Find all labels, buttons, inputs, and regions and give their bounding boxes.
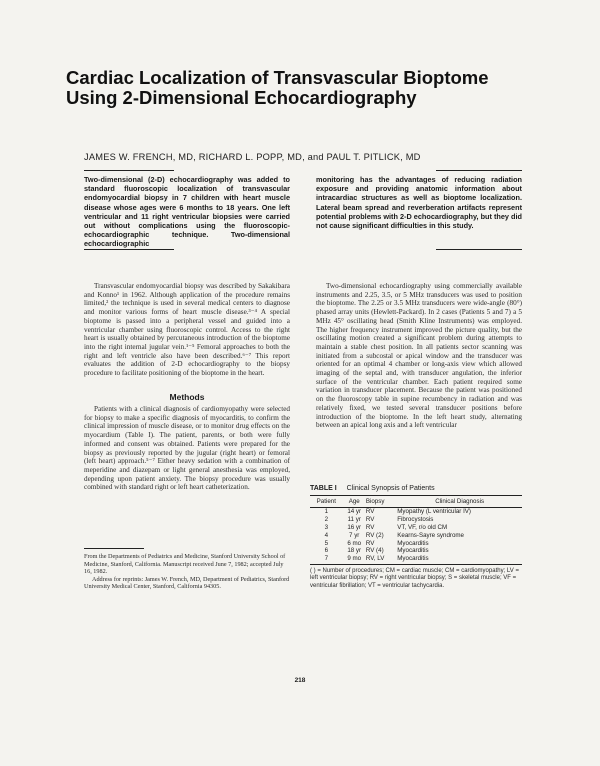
abstract-left-column: Two-dimensional (2-D) echocardiography was added to standard fluoroscopic localization of transvascular endomyocardial biopsy in 7 children with heart muscle disease whose ages were 6 months to 18 years. One left ventricular and 11 right ventricular biopsies were carried out without complications using the fluoroscopic-echocardiographic technique. Two-dimensional echocardiographic <box>84 175 290 249</box>
cell-diagnosis: Fibrocystosis <box>397 516 434 524</box>
cell-age: 7 yr <box>349 531 360 539</box>
cell-patient: 4 <box>324 531 329 539</box>
author-line: JAMES W. FRENCH, MD, RICHARD L. POPP, MD, and PAUL T. PITLICK, MD <box>84 152 421 162</box>
title-line-1: Cardiac Localization of Transvascular Bioptome <box>66 67 489 88</box>
cell-biopsy: RV, LV <box>366 555 397 565</box>
body-left-intro <box>84 282 290 378</box>
body-left-methods <box>84 405 290 492</box>
patient-table-block <box>310 485 522 590</box>
col-header-diagnosis: Clinical Diagnosis <box>397 496 522 508</box>
table-row <box>310 539 522 547</box>
article-title <box>66 68 536 108</box>
intro-paragraph: Transvascular endomyocardial biopsy was described by Sakakibara and Konno¹ in 1962. Although application of the procedure remains limited,² the technique is used in several medical centers to diagnose and monitor various forms of heart muscle disease.³⁻⁴ A special bioptome is passed into a peripheral vessel and guided into a ventricular chamber using fluoroscopic control. Access to the right heart is usually obtained by percutaneous introduction of the bioptome into the right internal jugular vein.¹⁻⁵ Femoral approaches to both the right and left ventricle also have been described.⁶⁻⁷ This report evaluates the addition of 2-D echocardiography to the biopsy procedure to facilitate positioning of the bioptome in the heart. <box>84 282 290 378</box>
cell-diagnosis: Myocarditis <box>397 539 429 547</box>
abstract-bottom-rule-left <box>84 249 174 250</box>
cell-diagnosis: Myopathy (L ventricular IV) <box>397 508 471 516</box>
abstract-top-rule-right <box>436 170 522 171</box>
col-header-age: Age <box>343 496 366 508</box>
cell-patient: 6 <box>324 547 329 555</box>
cell-patient: 5 <box>324 539 329 547</box>
table-row <box>310 547 522 555</box>
table-title <box>310 485 522 492</box>
author-footnote <box>84 553 290 591</box>
footnote-reprints: Address for reprints: James W. French, MD, Department of Pediatrics, Stanford University Medical Center, Stanford, California 94305. <box>84 575 290 591</box>
cell-patient: 7 <box>310 555 343 565</box>
table-row <box>310 531 522 539</box>
col-header-patient: Patient <box>310 496 343 508</box>
cell-age: 9 mo <box>343 555 366 565</box>
cell-patient: 2 <box>324 516 329 524</box>
table-number: TABLE I <box>310 485 337 492</box>
cell-biopsy: RV <box>365 516 375 524</box>
cell-biopsy: RV <box>365 523 375 531</box>
methods-heading: Methods <box>169 392 205 402</box>
cell-diagnosis: Kearns-Sayre syndrome <box>397 531 464 539</box>
body-right-column <box>316 282 522 430</box>
abstract-bottom-rule-right <box>436 249 522 250</box>
cell-diagnosis: Myocarditis <box>397 555 522 565</box>
table-row <box>310 524 522 532</box>
methods-paragraph: Patients with a clinical diagnosis of cardiomyopathy were selected for biopsy to make a specific diagnosis of myocarditis, to confirm the clinical impression of muscle disease, or to monitor drug effects on the myocardium (Table I). The patient, parents, or both were fully informed and consent was obtained. Patients were prepared for the biopsy as previously reported by the jugular (right heart) or femoral (left heart) approach.⁵⁻⁷ Either heavy sedation with a combination of meperidine and diazepam or light general anesthesia was employed, depending upon patient anxiety. The biopsy procedure was usually combined with standard right or left heart catheterization. <box>84 405 290 492</box>
cell-diagnosis: VT, VF, r/o old CM <box>397 523 448 531</box>
footnote-rule <box>84 548 144 549</box>
table-header-row <box>310 496 522 508</box>
cell-diagnosis: Myocarditis <box>397 547 429 555</box>
cell-patient: 3 <box>324 523 329 531</box>
cell-age: 6 mo <box>347 539 362 547</box>
page-number: 218 <box>294 677 306 684</box>
table-caption: Clinical Synopsis of Patients <box>346 485 435 492</box>
cell-biopsy: RV (2) <box>365 531 384 539</box>
table-row <box>310 555 522 565</box>
patient-table <box>310 495 522 565</box>
table-footnote: ( ) = Number of procedures; CM = cardiac muscle; CM = cardiomyopathy; LV = left ventricular biopsy; RV = right ventricular biopsy; S = skeletal muscle; VF = ventricular fibrillation; VT = ventricular tachycardia. <box>310 568 519 589</box>
col-header-biopsy: Biopsy <box>366 496 397 508</box>
echo-paragraph: Two-dimensional echocardiography using commercially available instruments and 2.25, 3.5, or 5 MHz transducers was used to position the bioptome. The 2.25 or 3.5 MHz transducers were wide-angle (80°) phased array units (Hewlett-Packard). In 2 cases (Patients 5 and 7) a 5 MHz 45° oscillating head (Smith Kline Instruments) was employed. The higher frequency instrument improved the picture quality, but the oscillating motion created a significant problem during attempts to maintain a stable chest position. In all patients sector scanning was initiated from a subcostal or apical window and the transducer was oriented for an optimal 4 chamber or long-axis view which allowed imaging of the septal and, with transducer angulation, the inferior surface of the ventricular chamber. Each patient required some variation in transducer placement. Because the patient was positioned on the fluoroscopy table in supine recumbency in radiation and was relatively fixed, we tested several transducer positions before introduction of the bioptome. In the left heart study, alternating between an apical long axis and a left ventricular <box>316 282 522 430</box>
cell-biopsy: RV <box>365 508 375 516</box>
abstract-right-column: monitoring has the advantages of reducing radiation exposure and providing anatomic information about intracardiac structures as well as bioptome localization. Lateral beam spread and reverberation artifacts represent potential problems with 2-D echocardiography, but they did not cause significant difficulties in this study. <box>316 175 522 231</box>
cell-age: 11 yr <box>347 516 361 524</box>
cell-biopsy: RV <box>365 539 375 547</box>
cell-age: 14 yr <box>347 508 362 516</box>
footnote-affiliation: From the Departments of Pediatrics and Medicine, Stanford University School of Medicine, Stanford, California. Manuscript received June 7, 1982; accepted July 16, 1982. <box>84 553 286 576</box>
cell-patient: 1 <box>324 508 329 516</box>
title-line-2: Using 2-Dimensional Echocardiography <box>66 87 417 108</box>
cell-age: 16 yr <box>347 523 362 531</box>
abstract-top-rule-left <box>84 170 174 171</box>
table-row <box>310 516 522 524</box>
cell-biopsy: RV (4) <box>365 547 384 555</box>
table-row <box>310 508 522 516</box>
cell-age: 18 yr <box>347 547 362 555</box>
